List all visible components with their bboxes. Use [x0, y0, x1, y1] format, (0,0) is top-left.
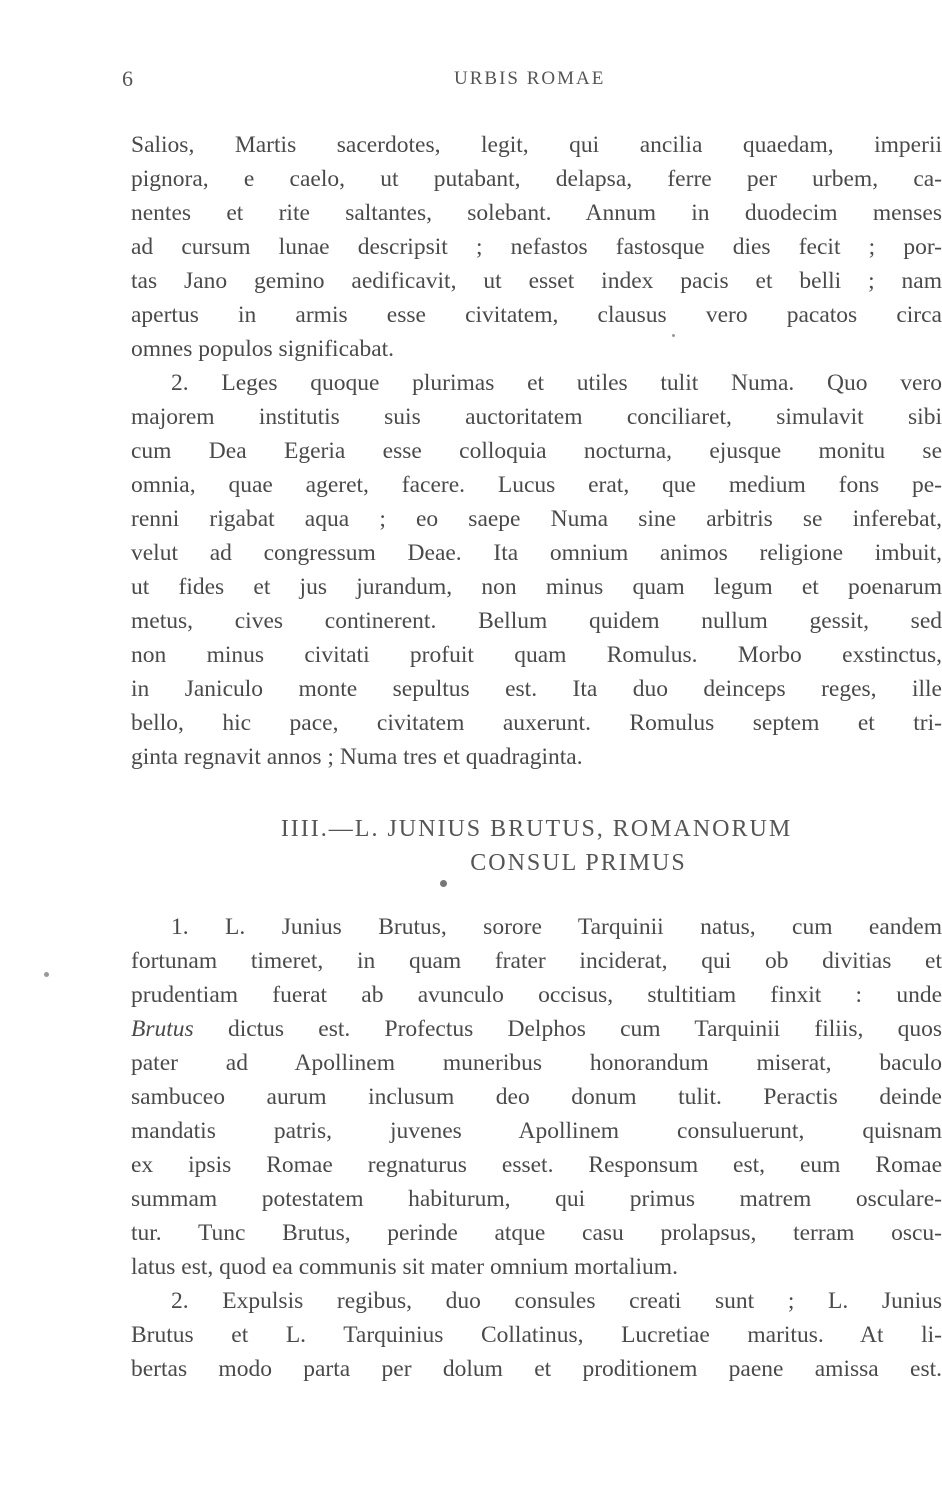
text-line: ut fides et jus jurandum, non minus quam legum et poenarum	[131, 574, 942, 600]
text-line: tas Jano gemino aedificavit, ut esset index pacis et belli ; nam	[131, 268, 942, 294]
italic-word: Brutus	[131, 1016, 194, 1042]
text-line: 1. L. Junius Brutus, sorore Tarquinii natus, cum eandem	[171, 914, 942, 940]
section-heading-line2: CONSUL PRIMUS	[470, 850, 687, 876]
text-line: ginta regnavit annos ; Numa tres et quadraginta.	[131, 744, 583, 770]
ornament-dot	[440, 880, 447, 887]
text-line: latus est, quod ea communis sit mater omnium mortalium.	[131, 1254, 678, 1280]
text-line: ad cursum lunae descripsit ; nefastos fastosque dies fecit ; por-	[131, 234, 942, 260]
text-line: omnes populos significabat.	[131, 336, 395, 362]
text-line: ex ipsis Romae regnaturus esset. Responsum est, eum Romae	[131, 1152, 942, 1178]
text-line: Brutus et L. Tarquinius Collatinus, Lucretiae maritus. At li-	[131, 1322, 942, 1348]
text-line: 2. Expulsis regibus, duo consules creati sunt ; L. Junius	[171, 1288, 942, 1314]
section-numa-text	[131, 128, 942, 774]
text-line: metus, cives continerent. Bellum quidem nullum gessit, sed	[131, 608, 942, 634]
text-line-rest: dictus est. Profectus Delphos cum Tarquinii filiis, quos	[227, 1016, 942, 1042]
text-line: velut ad congressum Deae. Ita omnium animos religione imbuit,	[131, 540, 942, 566]
section-heading-line1: IIII.—L. JUNIUS BRUTUS, ROMANORUM	[280, 816, 793, 842]
text-line: pater ad Apollinem muneribus honorandum miserat, baculo	[131, 1050, 942, 1076]
paper-speck	[672, 334, 675, 337]
text-line: prudentiam fuerat ab avunculo occisus, stultitiam finxit : unde	[131, 982, 942, 1008]
paper-speck	[44, 972, 49, 977]
text-line: renni rigabat aqua ; eo saepe Numa sine arbitris se inferebat,	[131, 506, 942, 532]
text-line: sambuceo aurum inclusum deo donum tulit. Peractis deinde	[131, 1084, 942, 1110]
text-line: pignora, e caelo, ut putabant, delapsa, ferre per urbem, ca-	[131, 166, 942, 192]
text-line: fortunam timeret, in quam frater inciderat, qui ob divitias et	[131, 948, 942, 974]
text-line: apertus in armis esse civitatem, clausus vero pacatos circa	[131, 302, 942, 328]
text-line: bertas modo parta per dolum et proditionem paene amissa est.	[131, 1356, 942, 1382]
text-line: mandatis patris, juvenes Apollinem consuluerunt, quisnam	[131, 1118, 942, 1144]
text-line: cum Dea Egeria esse colloquia nocturna, ejusque monitu se	[131, 438, 942, 464]
text-line-with-italic	[131, 1012, 942, 1046]
text-line: bello, hic pace, civitatem auxerunt. Romulus septem et tri-	[131, 710, 942, 736]
text-line: tur. Tunc Brutus, perinde atque casu prolapsus, terram oscu-	[131, 1220, 942, 1246]
page-number: 6	[122, 66, 133, 91]
section-brutus-text	[131, 910, 942, 1386]
text-line: omnia, quae ageret, facere. Lucus erat, que medium fons pe-	[131, 472, 942, 498]
text-line: Salios, Martis sacerdotes, legit, qui ancilia quaedam, imperii	[131, 132, 942, 158]
text-line: in Janiculo monte sepultus est. Ita duo deinceps reges, ille	[131, 676, 942, 702]
text-line: nentes et rite saltantes, solebant. Annum in duodecim menses	[131, 200, 942, 226]
text-line: summam potestatem habiturum, qui primus matrem osculare-	[131, 1186, 942, 1212]
running-head	[0, 66, 942, 96]
text-line: majorem institutis suis auctoritatem conciliaret, simulavit sibi	[131, 404, 942, 430]
running-title: URBIS ROMAE	[454, 68, 606, 89]
text-line: 2. Leges quoque plurimas et utiles tulit Numa. Quo vero	[171, 370, 942, 396]
text-line: non minus civitati profuit quam Romulus. Morbo exstinctus,	[131, 642, 942, 668]
